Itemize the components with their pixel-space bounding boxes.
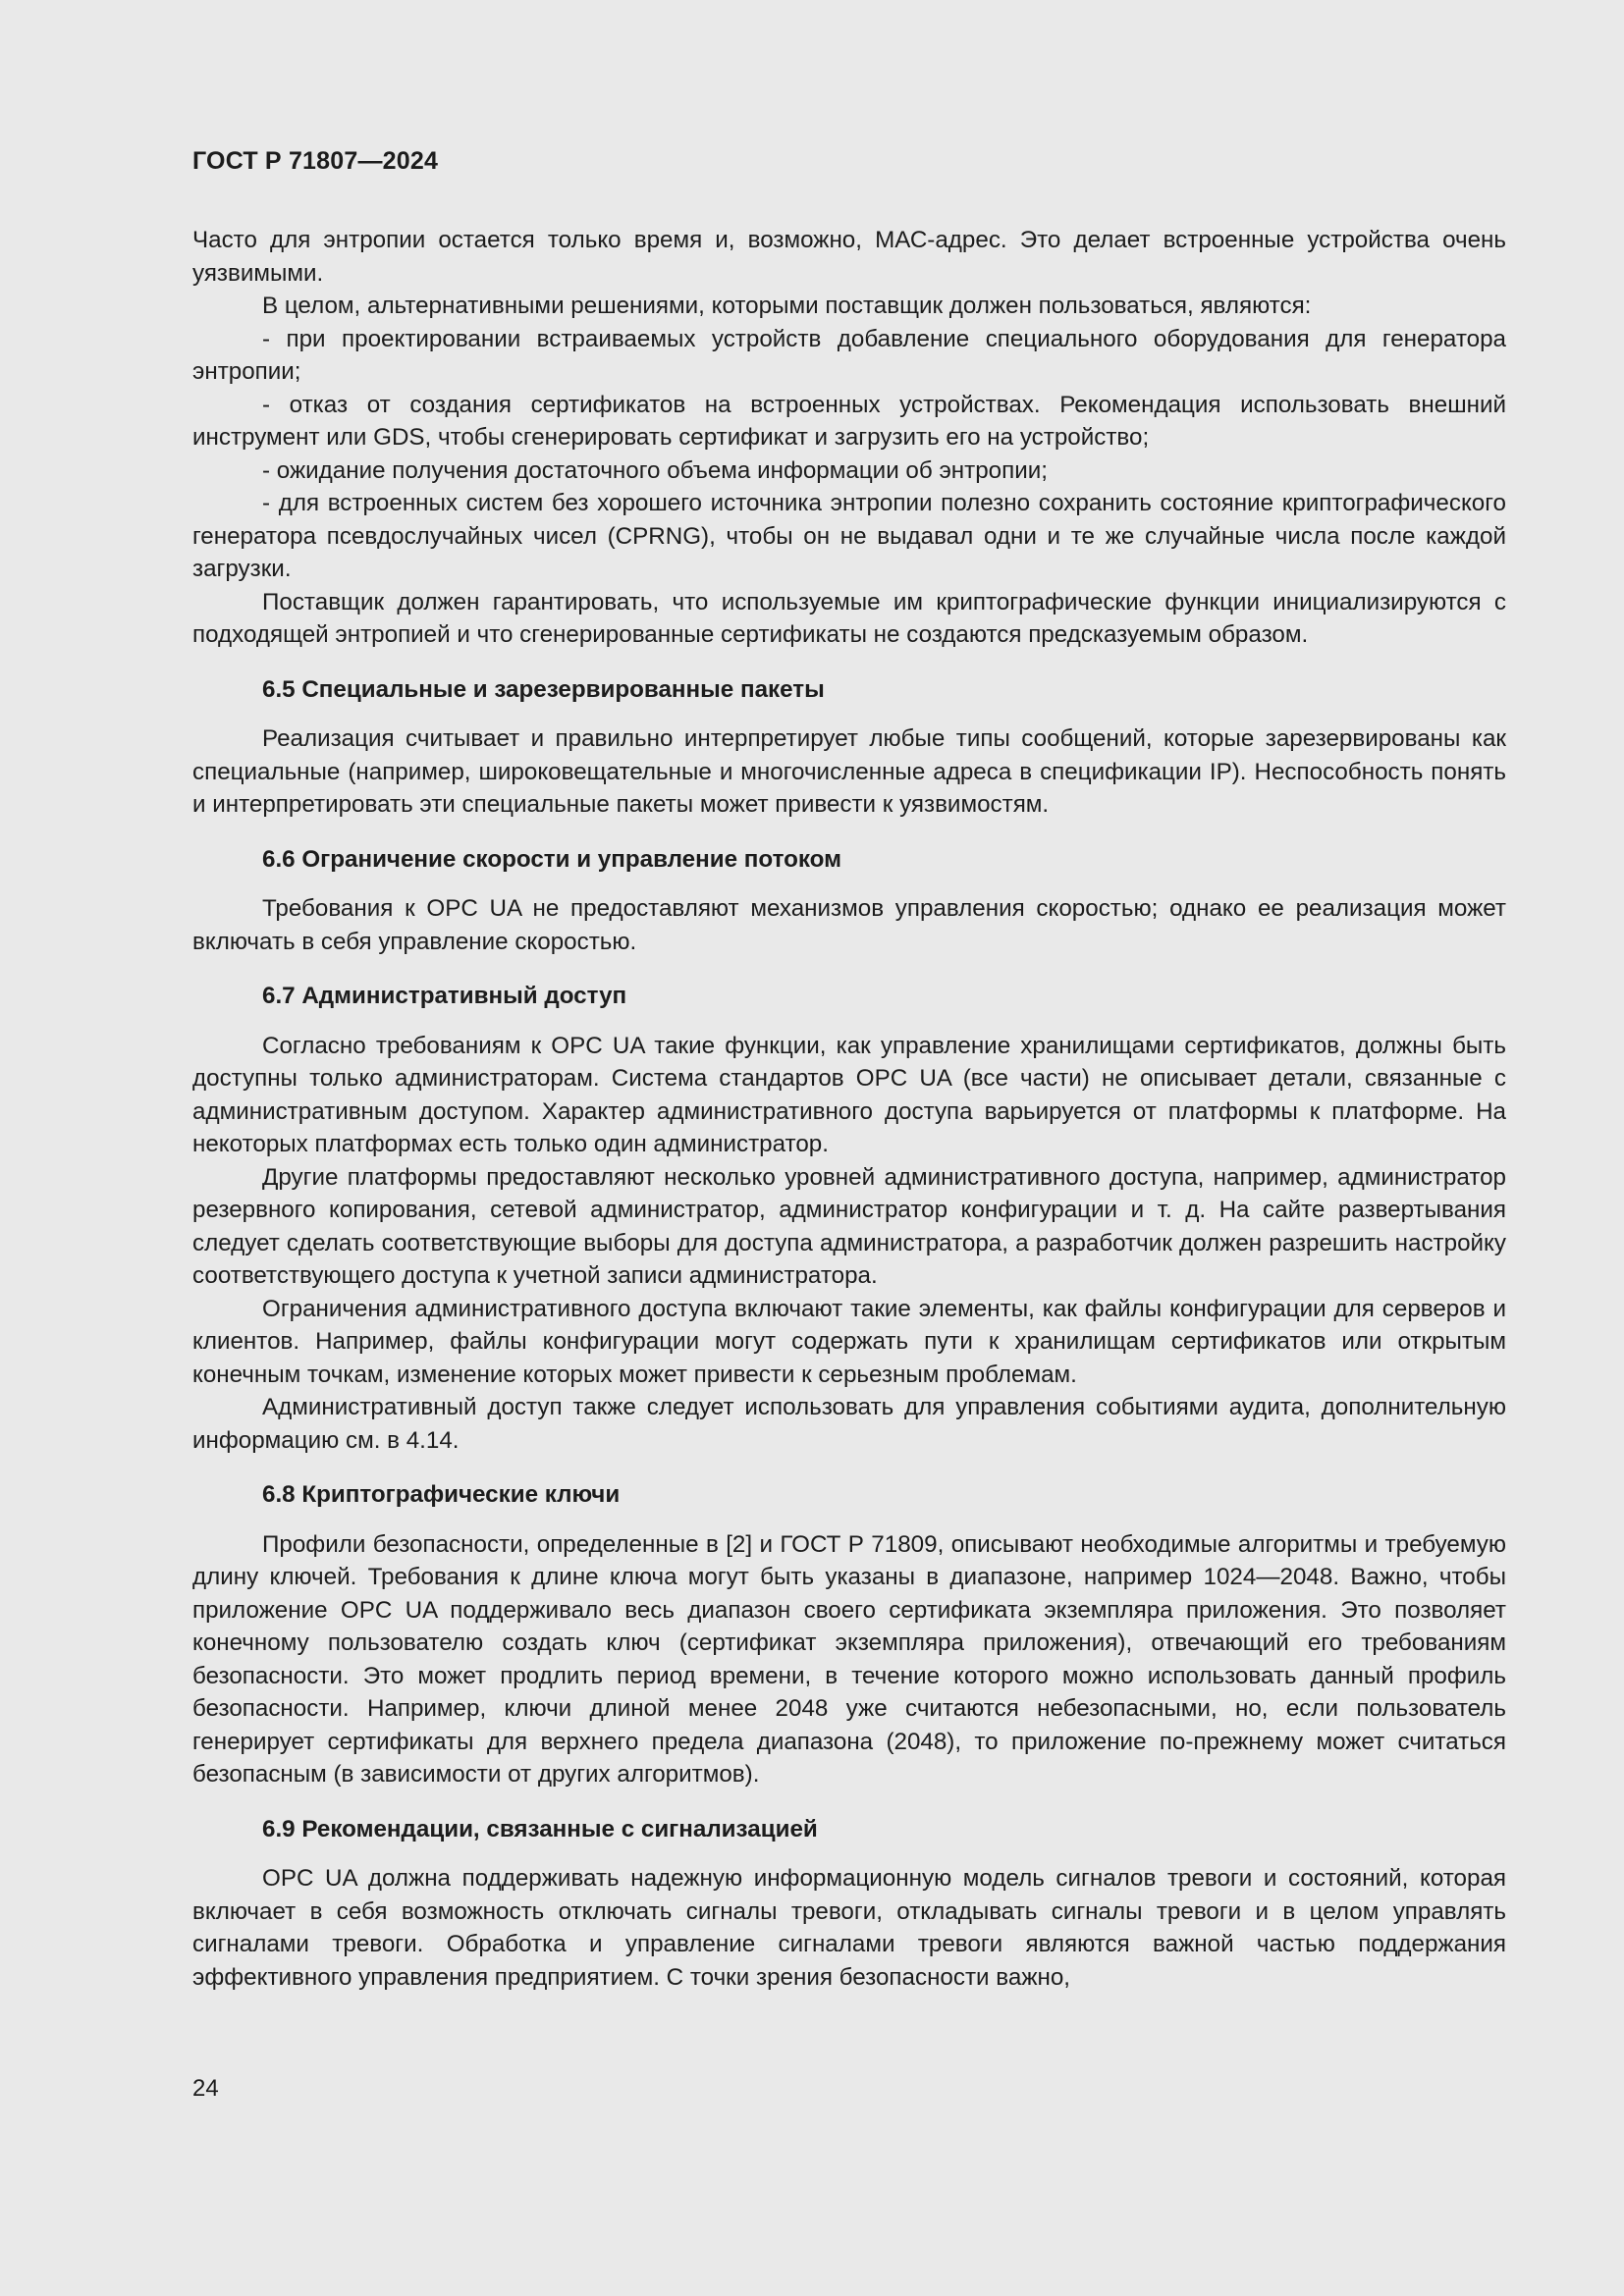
paragraph: Административный доступ также следует использовать для управления событиями аудита, дополнительную информацию см. в 4.14. <box>192 1394 1506 1454</box>
paragraph: Согласно требованиям к OPC UA такие функции, как управление хранилищами сертификатов, должны быть доступны только администраторам. Система стандартов OPC UA (все части) не описывает детали, связанные с административным доступом. Характер административного доступа варьируется от платформы к платформе. На некоторых платформах есть только один администратор. <box>192 1032 1506 1157</box>
section-heading: 6.8 Криптографические ключи <box>262 1481 621 1508</box>
section-heading: 6.7 Административный доступ <box>262 983 627 1009</box>
paragraph: Другие платформы предоставляют несколько уровней административного доступа, например, администратор резервного копирования, сетевой администратор, администратор конфигурации и т. д. На сайте развертывания следует сделать соответствующие выборы для доступа администратора, а разработчик должен разрешить настройку соответствующего доступа к учетной записи администратора. <box>192 1163 1506 1289</box>
standard-header: ГОСТ Р 71807—2024 <box>192 147 439 175</box>
paragraph: Часто для энтропии остается только время и, возможно, МАС-адрес. Это делает встроенные устройства очень уязвимыми. <box>192 227 1506 287</box>
paragraph: Поставщик должен гарантировать, что используемые им криптографические функции инициализируются с подходящей энтропией и что сгенерированные сертификаты не создаются предсказуемым образом. <box>192 588 1506 648</box>
list-item: - при проектировании встраиваемых устройств добавление специального оборудования для генератора энтропии; <box>192 325 1506 385</box>
paragraph: Профили безопасности, определенные в [2] и ГОСТ Р 71809, описывают необходимые алгоритмы и требуемую длину ключей. Требования к длине ключа могут быть указаны в диапазоне, например 1024—2048. Важно, чтобы приложение OPC UA поддерживало весь диапазон своего сертификата экземпляра приложения. Это позволяет конечному пользователю создать ключ (сертификат экземпляра приложения), отвечающий его требованиям безопасности. Это может продлить период времени, в течение которого можно использовать данный профиль безопасности. Например, ключи длиной менее 2048 уже считаются небезопасными, но, если пользователь генерирует сертификаты для верхнего предела диапазона (2048), то приложение по-прежнему может считаться безопасным (в зависимости от других алгоритмов). <box>192 1530 1506 1788</box>
section-heading: 6.6 Ограничение скорости и управление потоком <box>262 845 842 873</box>
page-number: 24 <box>192 2075 219 2102</box>
section-heading: 6.9 Рекомендации, связанные с сигнализацией <box>262 1815 818 1842</box>
section-heading: 6.5 Специальные и зарезервированные пакеты <box>262 675 825 703</box>
paragraph: В целом, альтернативными решениями, которыми поставщик должен пользоваться, являются: <box>262 293 1312 319</box>
paragraph: Ограничения административного доступа включают такие элементы, как файлы конфигурации для серверов и клиентов. Например, файлы конфигурации могут содержать пути к хранилищам сертификатов или открытым конечным точкам, изменение которых может привести к серьезным проблемам. <box>192 1295 1506 1388</box>
paragraph: OPC UA должна поддерживать надежную информационную модель сигналов тревоги и состояний, которая включает в себя возможность отключать сигналы тревоги, откладывать сигналы тревоги и в целом управлять сигналами тревоги. Обработка и управление сигналами тревоги являются важной частью поддержания эффективного управления предприятием. С точки зрения безопасности важно, <box>192 1865 1506 1991</box>
paragraph: Требования к OPC UA не предоставляют механизмов управления скоростью; однако ее реализация может включать в себя управление скоростью. <box>192 895 1506 955</box>
list-item: - для встроенных систем без хорошего источника энтропии полезно сохранить состояние криптографического генератора псевдослучайных чисел (CPRNG), чтобы он не выдавал одни и те же случайные числа после каждой загрузки. <box>192 490 1506 582</box>
list-item: - ожидание получения достаточного объема информации об энтропии; <box>262 456 1048 484</box>
paragraph: Реализация считывает и правильно интерпретирует любые типы сообщений, которые зарезервированы как специальные (например, широковещательные и многочисленные адреса в спецификации IP). Неспособность понять и интерпретировать эти специальные пакеты может привести к уязвимостям. <box>192 725 1506 818</box>
list-item: - отказ от создания сертификатов на встроенных устройствах. Рекомендация использовать внешний инструмент или GDS, чтобы сгенерировать сертификат и загрузить его на устройство; <box>192 391 1506 451</box>
document-body <box>192 224 1506 1994</box>
